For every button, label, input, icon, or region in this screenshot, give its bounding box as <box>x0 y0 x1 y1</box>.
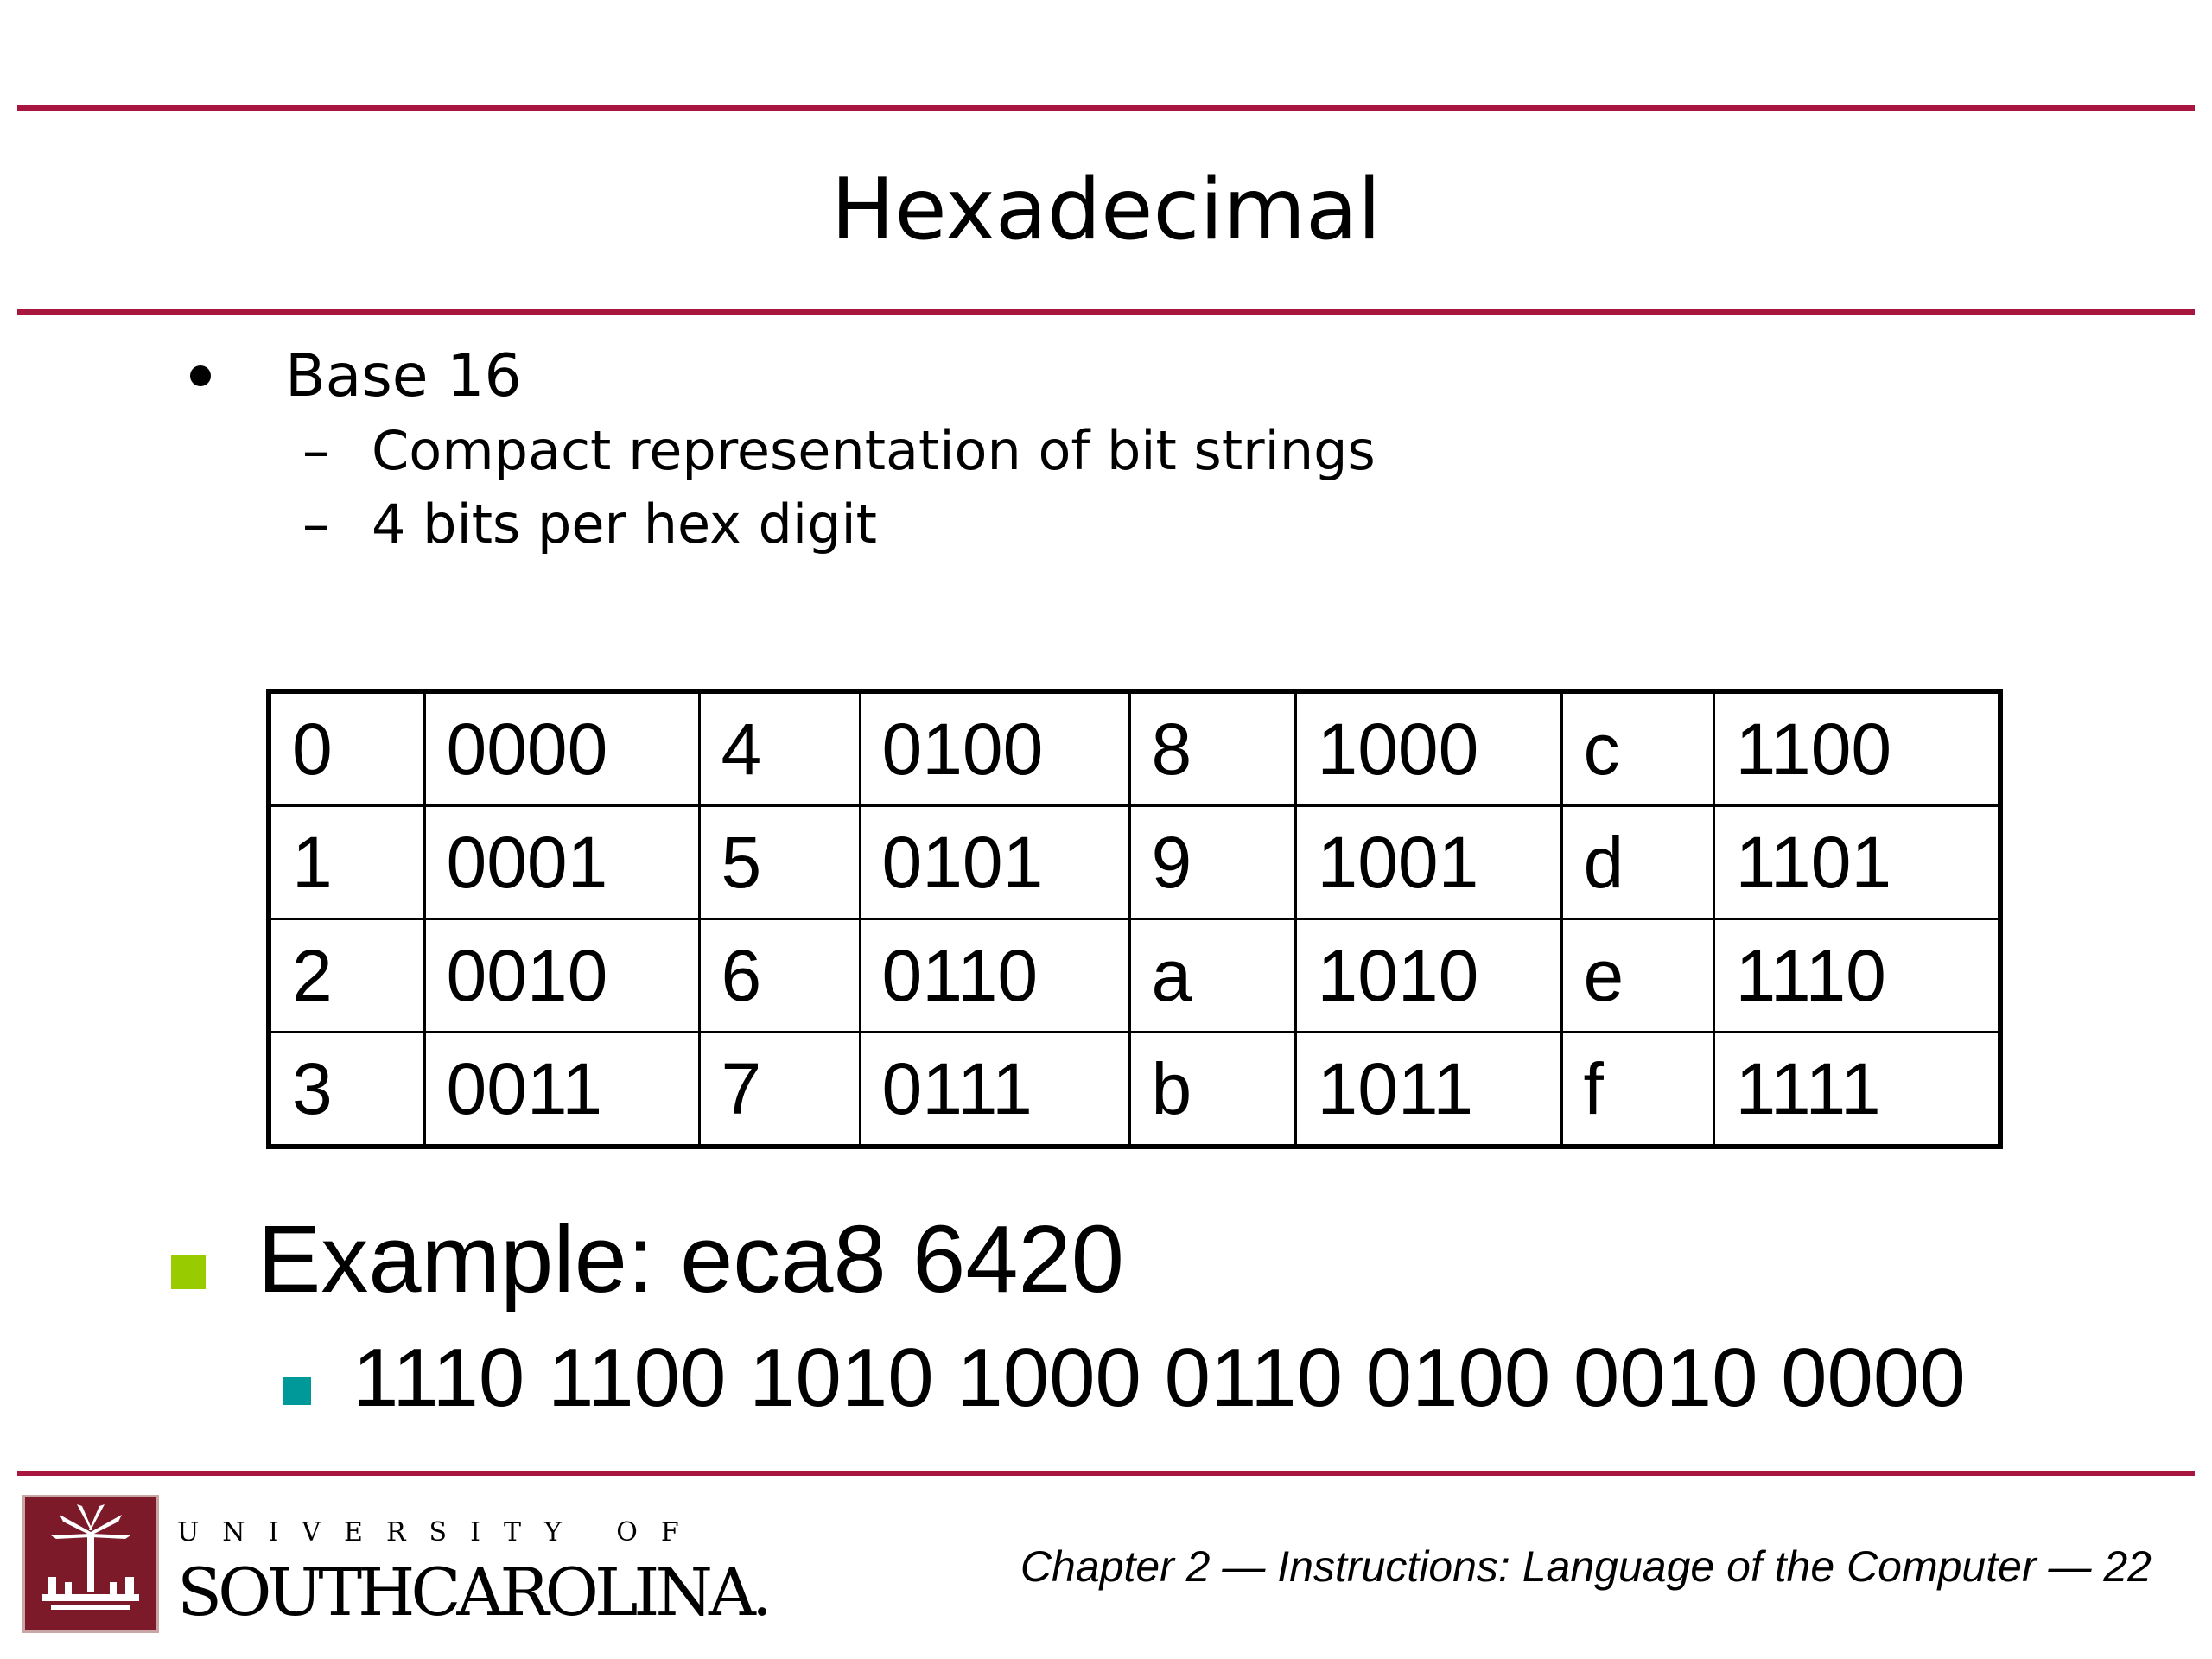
binary-value-cell: 0011 <box>424 1033 699 1147</box>
hex-digit-cell: f <box>1561 1033 1713 1147</box>
sub-bullet-compact <box>302 419 1376 483</box>
sub-bullet-bits <box>302 493 877 556</box>
binary-value-cell: 1011 <box>1295 1033 1561 1147</box>
hex-digit-cell: 8 <box>1129 691 1295 806</box>
example-binary-bullet <box>283 1331 1966 1426</box>
hex-digit-cell: 5 <box>699 806 860 919</box>
binary-value-cell: 0010 <box>424 919 699 1033</box>
logo-line-south-carolina: SOUTHCAROLINA. <box>177 1554 768 1630</box>
hex-digit-cell: 2 <box>269 919 424 1033</box>
square-bullet-icon <box>171 1255 206 1289</box>
hex-digit-cell: c <box>1561 691 1713 806</box>
university-logo <box>177 1517 768 1631</box>
binary-value-cell: 1111 <box>1713 1033 2000 1147</box>
hex-digit-cell: 3 <box>269 1033 424 1147</box>
hex-digit-cell: 7 <box>699 1033 860 1147</box>
binary-value-cell: 0100 <box>860 691 1129 806</box>
hex-digit-cell: 6 <box>699 919 860 1033</box>
square-bullet-icon <box>283 1377 311 1405</box>
binary-value-cell: 1100 <box>1713 691 2000 806</box>
binary-value-cell: 0000 <box>424 691 699 806</box>
binary-value-cell: 0111 <box>860 1033 1129 1147</box>
example-binary-text: 1110 1100 1010 1000 0110 0100 0010 0000 <box>353 1332 1966 1424</box>
hex-digit-cell: b <box>1129 1033 1295 1147</box>
title-rule <box>17 309 2195 315</box>
table-row <box>269 691 2000 806</box>
bullet-base16 <box>190 342 522 411</box>
binary-value-cell: 1110 <box>1713 919 2000 1033</box>
hex-digit-cell: 0 <box>269 691 424 806</box>
hex-digit-cell: d <box>1561 806 1713 919</box>
hex-digit-cell: 1 <box>269 806 424 919</box>
hex-binary-table <box>266 689 2003 1149</box>
dash-icon: – <box>302 493 329 556</box>
dash-icon: – <box>302 419 329 482</box>
footer-caption: Chapter 2 — Instructions: Language of the Computer — 22 <box>1020 1542 2152 1591</box>
sub-bullet-text: Compact representation of bit strings <box>372 419 1376 482</box>
hex-digit-cell: e <box>1561 919 1713 1033</box>
table-row <box>269 806 2000 919</box>
binary-value-cell: 0101 <box>860 806 1129 919</box>
binary-value-cell: 1000 <box>1295 691 1561 806</box>
binary-value-cell: 0110 <box>860 919 1129 1033</box>
logo-line-university: UNIVERSITY OF <box>177 1517 702 1548</box>
table-row <box>269 919 2000 1033</box>
binary-value-cell: 1010 <box>1295 919 1561 1033</box>
footer-rule <box>17 1471 2195 1476</box>
binary-value-cell: 1101 <box>1713 806 2000 919</box>
bullet-text: Base 16 <box>285 342 522 410</box>
slide-title: Hexadecimal <box>830 161 1382 259</box>
hex-digit-cell: 4 <box>699 691 860 806</box>
hex-digit-cell: 9 <box>1129 806 1295 919</box>
university-seal-icon <box>22 1495 159 1633</box>
top-rule <box>17 105 2195 111</box>
example-text: Example: eca8 6420 <box>257 1206 1124 1313</box>
table-row <box>269 1033 2000 1147</box>
binary-value-cell: 0001 <box>424 806 699 919</box>
bullet-dot-icon <box>190 365 211 386</box>
sub-bullet-text: 4 bits per hex digit <box>372 493 877 556</box>
hex-digit-cell: a <box>1129 919 1295 1033</box>
example-bullet <box>171 1205 1124 1314</box>
binary-value-cell: 1001 <box>1295 806 1561 919</box>
